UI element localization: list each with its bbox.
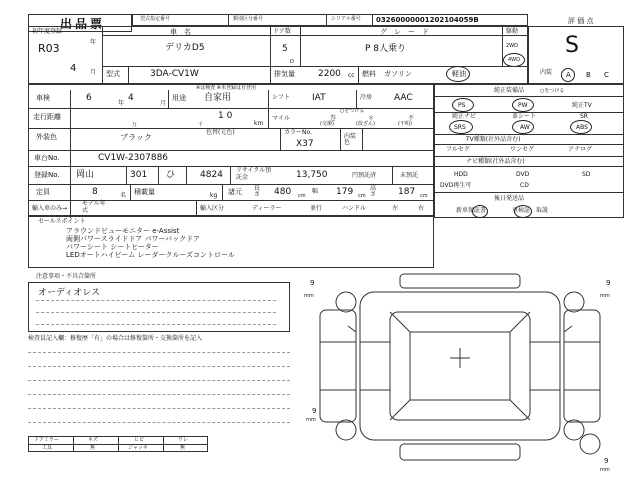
- serial-label: シリアル番号: [331, 16, 361, 22]
- reg-year: R03: [38, 42, 60, 55]
- form-title: 出品票: [60, 17, 106, 31]
- chassis-label: 車台No.: [34, 154, 60, 162]
- capacity: 8: [92, 187, 98, 197]
- displacement-label: 排気量: [274, 70, 295, 78]
- fuel: ガソリン: [384, 70, 412, 78]
- tire-rear-right: 9: [604, 457, 609, 465]
- srs-circle: [449, 120, 473, 134]
- tire-front-left: 9: [310, 279, 315, 287]
- caution-text: オーディオレス: [38, 288, 101, 298]
- shift: IAT: [312, 93, 326, 103]
- car-damage-diagram: [300, 272, 620, 472]
- reg-month: 4: [70, 63, 77, 74]
- tire-rear-left: 9: [312, 407, 317, 415]
- color-no: X37: [296, 139, 314, 149]
- selling-point-4: LEDオートハイビーム レーダークルーズコントロール: [66, 251, 235, 259]
- shaken-month: 4: [128, 93, 134, 103]
- capacity-label: 定員: [36, 188, 50, 196]
- height: 187: [398, 187, 416, 197]
- drive-label: 駆動: [506, 28, 519, 35]
- mileage-label: 走行距離: [33, 113, 61, 121]
- plate-class: 301: [130, 170, 148, 180]
- genuine-equipment-label: 純正装備品: [494, 87, 525, 94]
- length: 480: [274, 187, 292, 197]
- abs-circle: [570, 120, 592, 134]
- caution-label: 注意事項・不具合箇所: [36, 273, 97, 280]
- selling-point-2: 両側パワースライドドア パワーバックドア: [66, 235, 200, 243]
- displacement: 2200: [318, 69, 341, 79]
- first-reg-label: 初年度登録: [32, 28, 63, 35]
- plate-number: 4824: [200, 170, 223, 180]
- car-name-label: 車 名: [170, 28, 191, 36]
- serial-number: 03260000001202104059B: [376, 16, 479, 24]
- grade-label: 評 価 点: [568, 17, 594, 25]
- doors-label: ドア数: [273, 28, 291, 35]
- fuel-label: 燃料: [362, 70, 376, 78]
- meter-label: マイル: [272, 115, 290, 122]
- fuel-circle: [446, 66, 470, 82]
- ps-circle: [452, 98, 474, 112]
- shift-label: シフト: [272, 94, 291, 101]
- usage: 自家用: [204, 93, 232, 103]
- mileage: 1 0: [218, 111, 233, 121]
- record-circle: [514, 205, 532, 218]
- drive-4wd-circle: [503, 53, 525, 67]
- selling-points-label: セールスポイント: [38, 218, 86, 225]
- plate-region: 岡山: [76, 170, 95, 180]
- car-name: デリカD5: [165, 43, 205, 53]
- interior-label: 内装: [540, 69, 553, 76]
- grade-col-label: グ レ ー ド: [380, 28, 429, 36]
- category-label: 類別区分番号: [233, 16, 264, 22]
- selling-point-3: パワーシート シートヒーター: [66, 243, 159, 251]
- manual-circle: [472, 205, 488, 218]
- exterior-color-label: 外装色: [36, 133, 57, 141]
- model-designation-label: 型式指定番号: [140, 16, 171, 22]
- exterior-color: ブラック: [120, 133, 152, 142]
- inspection-note: ※は検査 ※未登録は自登用: [196, 85, 256, 91]
- aw-circle: [512, 120, 534, 134]
- selling-point-1: アラウンドビューモニター e-Assist: [66, 227, 180, 235]
- pw-circle: [512, 98, 534, 112]
- recycle-amount: 13,750: [296, 170, 328, 180]
- score: S: [565, 33, 579, 58]
- chassis: CV1W-2307886: [98, 153, 169, 163]
- usage-label: 用途: [172, 94, 186, 102]
- type: 3DA-CV1W: [150, 69, 199, 79]
- ac-label: 冷房: [360, 94, 373, 101]
- width: 179: [336, 187, 354, 197]
- fuel-diesel: 軽油: [452, 70, 466, 78]
- grade: P 8人乗り: [365, 44, 407, 54]
- color-no-label: カラーNo.: [284, 129, 312, 136]
- shaken-year: 6: [86, 93, 92, 103]
- ac: AAC: [394, 93, 413, 103]
- plate-label: 登録No.: [34, 171, 60, 179]
- type-label: 型式: [106, 70, 120, 78]
- tire-front-right: 9: [606, 279, 611, 287]
- doors: 5: [282, 44, 288, 54]
- repair-label: 検査員記入欄：修復歴「有」の場合は修復箇所・交換箇所を記入: [28, 335, 203, 342]
- shaken-label: 車検: [36, 94, 50, 102]
- plate-kana: ひ: [166, 170, 176, 180]
- interior-a-circle: [561, 68, 575, 82]
